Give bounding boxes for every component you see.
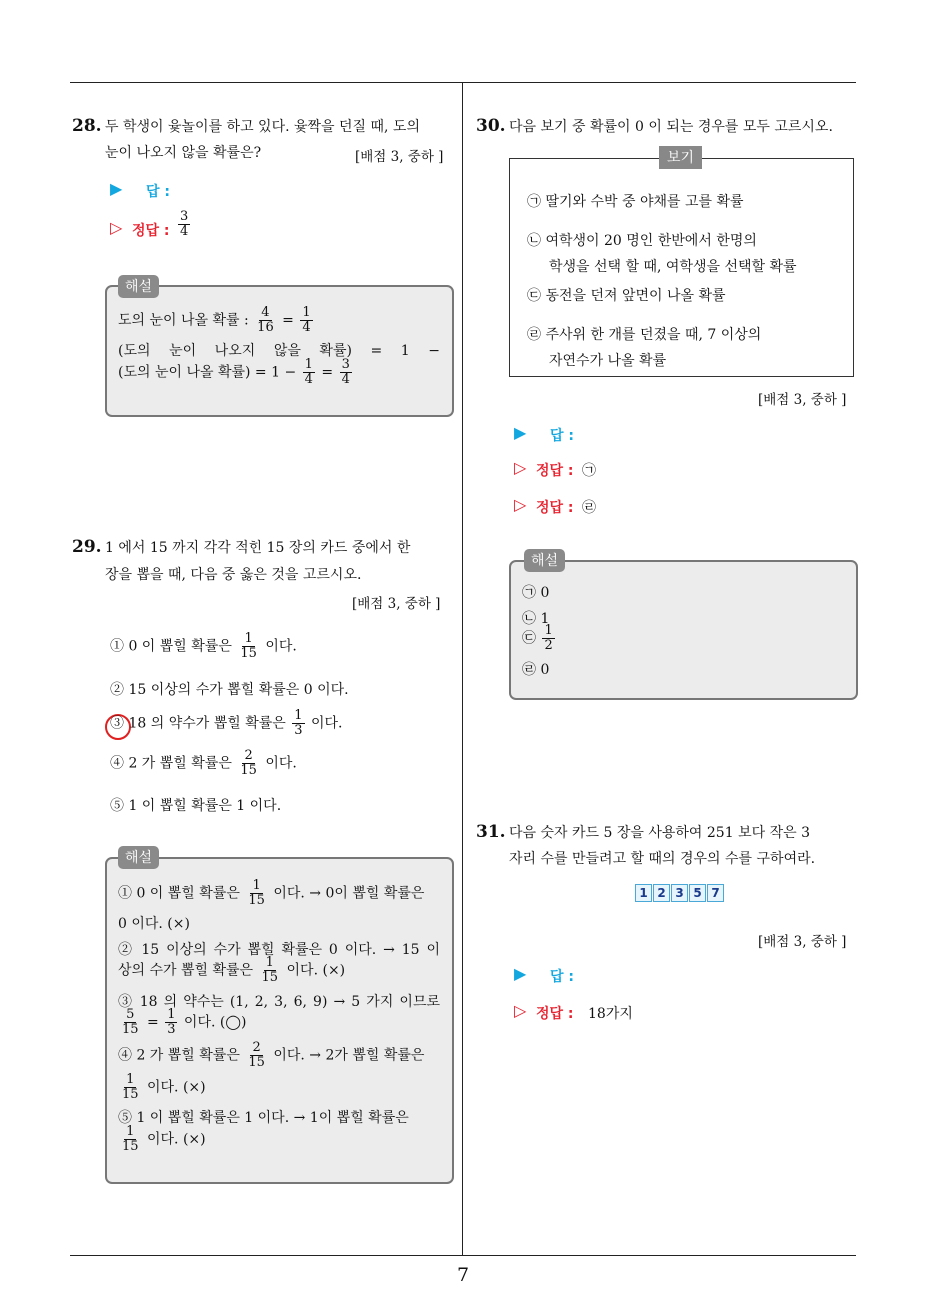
question-text-line2: 장을 뽑을 때, 다음 중 옳은 것을 고르시오. xyxy=(105,567,362,583)
score-label: [배점 3, 중하 ] xyxy=(355,149,444,165)
question-text-line2: 자리 수를 만들려고 할 때의 경우의 수를 구하여라. xyxy=(509,851,816,867)
choice-1[interactable]: ① 0 이 뽑힐 확률은 $\frac{1}{15}$ 이다. xyxy=(110,631,297,661)
choice-2[interactable]: ② 15 이상의 수가 뽑힐 확률은 0 이다. xyxy=(110,682,349,698)
correct-answer-label: 정답 : xyxy=(536,500,574,516)
solution-line: (도의 눈이 나오지 않을 확률) = 1 − xyxy=(118,343,440,359)
number-card: 2 xyxy=(653,884,670,902)
question-number: 29. xyxy=(72,537,102,557)
page-number: 7 xyxy=(456,1264,470,1286)
solution-box xyxy=(509,560,858,700)
solution-line: 도의 눈이 나올 확률 : $\frac{4}{16}$ = $\frac{1}{4}$ xyxy=(118,305,311,335)
solution-line: ④ 2 가 뽑힐 확률은 $\frac{2}{15}$ 이다. → 2가 뽑힐 확률은 xyxy=(118,1040,425,1070)
correct-answer-label: 정답 : xyxy=(536,463,574,479)
choice-5[interactable]: ⑤ 1 이 뽑힐 확률은 1 이다. xyxy=(110,798,282,814)
triangle-filled-icon: ▶ xyxy=(514,423,527,442)
question-number: 28. xyxy=(72,116,102,136)
number-card: 1 xyxy=(635,884,652,902)
bogi-item: 자연수가 나올 확률 xyxy=(549,353,667,369)
question-number: 30. xyxy=(476,116,506,136)
answer-label: 답 : xyxy=(550,969,574,985)
solution-line: $\frac{5}{15}$ = $\frac{1}{3}$ 이다. (◯) xyxy=(122,1007,247,1037)
correct-answer-label: 정답 : xyxy=(536,1006,574,1022)
bogi-item: ㉡ 여학생이 20 명인 한반에서 한명의 xyxy=(527,233,757,249)
bogi-item: ㉣ 주사위 한 개를 던졌을 때, 7 이상의 xyxy=(527,327,762,343)
number-cards xyxy=(635,884,725,902)
top-rule xyxy=(70,82,856,83)
correct-answer-value: ㉠ xyxy=(582,463,596,479)
correct-answer-value: $\frac{3}{4}$ xyxy=(180,209,189,239)
bogi-item: 학생을 선택 할 때, 여학생을 선택할 확률 xyxy=(549,259,797,275)
solution-line: ㉣ 0 xyxy=(522,662,550,678)
bottom-rule xyxy=(70,1255,856,1256)
correct-answer-value: 18가지 xyxy=(588,1006,633,1022)
bogi-item: ㉢ 동전을 던져 앞면이 나올 확률 xyxy=(527,288,726,304)
triangle-outline-icon: ▷ xyxy=(110,218,123,237)
bogi-item: ㉠ 딸기와 수박 중 야채를 고를 확률 xyxy=(527,194,744,210)
correct-answer-value: ㉣ xyxy=(582,500,596,516)
number-card: 5 xyxy=(689,884,706,902)
solution-line: ① 0 이 뽑힐 확률은 $\frac{1}{15}$ 이다. → 0이 뽑힐 확률은 xyxy=(118,878,425,908)
triangle-filled-icon: ▶ xyxy=(514,964,527,983)
triangle-outline-icon: ▷ xyxy=(514,458,527,477)
question-text-line2: 눈이 나오지 않을 확률은? xyxy=(105,145,262,161)
triangle-outline-icon: ▷ xyxy=(514,495,527,514)
question-number: 31. xyxy=(476,822,506,842)
solution-tag: 해설 xyxy=(524,549,565,572)
question-text-line1: 두 학생이 윷놀이를 하고 있다. 윷짝을 던질 때, 도의 xyxy=(105,119,420,135)
correct-answer-label: 정답 : xyxy=(132,223,170,239)
bogi-tag: 보기 xyxy=(659,146,702,169)
question-text-line1: 1 에서 15 까지 각각 적힌 15 장의 카드 중에서 한 xyxy=(105,540,411,556)
solution-line: 상의 수가 뽑힐 확률은 $\frac{1}{15}$ 이다. (×) xyxy=(118,955,346,985)
solution-line: ㉡ 1 xyxy=(522,611,550,627)
score-label: [배점 3, 중하 ] xyxy=(352,596,441,612)
number-card: 3 xyxy=(671,884,688,902)
choice-3[interactable]: ③ 18 의 약수가 뽑힐 확률은 $\frac{1}{3}$ 이다. xyxy=(110,708,343,738)
solution-line: (도의 눈이 나올 확률) = 1 − $\frac{1}{4}$ = $\frac{3}{4}$ xyxy=(118,357,350,387)
solution-line: $\frac{1}{15}$ 이다. (×) xyxy=(122,1124,206,1154)
question-text-line1: 다음 보기 중 확률이 0 이 되는 경우를 모두 고르시오. xyxy=(509,119,833,135)
score-label: [배점 3, 중하 ] xyxy=(758,934,847,950)
choice-4[interactable]: ④ 2 가 뽑힐 확률은 $\frac{2}{15}$ 이다. xyxy=(110,748,297,778)
column-divider xyxy=(462,83,463,1255)
solution-line: $\frac{1}{15}$ 이다. (×) xyxy=(122,1072,206,1102)
number-card: 7 xyxy=(707,884,724,902)
solution-line: ⑤ 1 이 뽑힐 확률은 1 이다. → 1이 뽑힐 확률은 xyxy=(118,1110,409,1126)
solution-tag: 해설 xyxy=(118,275,159,298)
score-label: [배점 3, 중하 ] xyxy=(758,392,847,408)
solution-line: ③ 18 의 약수는 (1, 2, 3, 6, 9) → 5 가지 이므로 xyxy=(118,994,440,1010)
question-text-line1: 다음 숫자 카드 5 장을 사용하여 251 보다 작은 3 xyxy=(509,825,810,841)
solution-line: ㉠ 0 xyxy=(522,585,550,601)
triangle-outline-icon: ▷ xyxy=(514,1001,527,1020)
triangle-filled-icon: ▶ xyxy=(110,179,123,198)
answer-label: 답 : xyxy=(550,428,574,444)
solution-line: ② 15 이상의 수가 뽑힐 확률은 0 이다. → 15 이 xyxy=(118,942,440,958)
answer-label: 답 : xyxy=(146,184,170,200)
solution-line: 0 이다. (×) xyxy=(118,916,190,932)
solution-line: ㉢ $\frac{1}{2}$ xyxy=(522,623,553,653)
solution-tag: 해설 xyxy=(118,846,159,869)
